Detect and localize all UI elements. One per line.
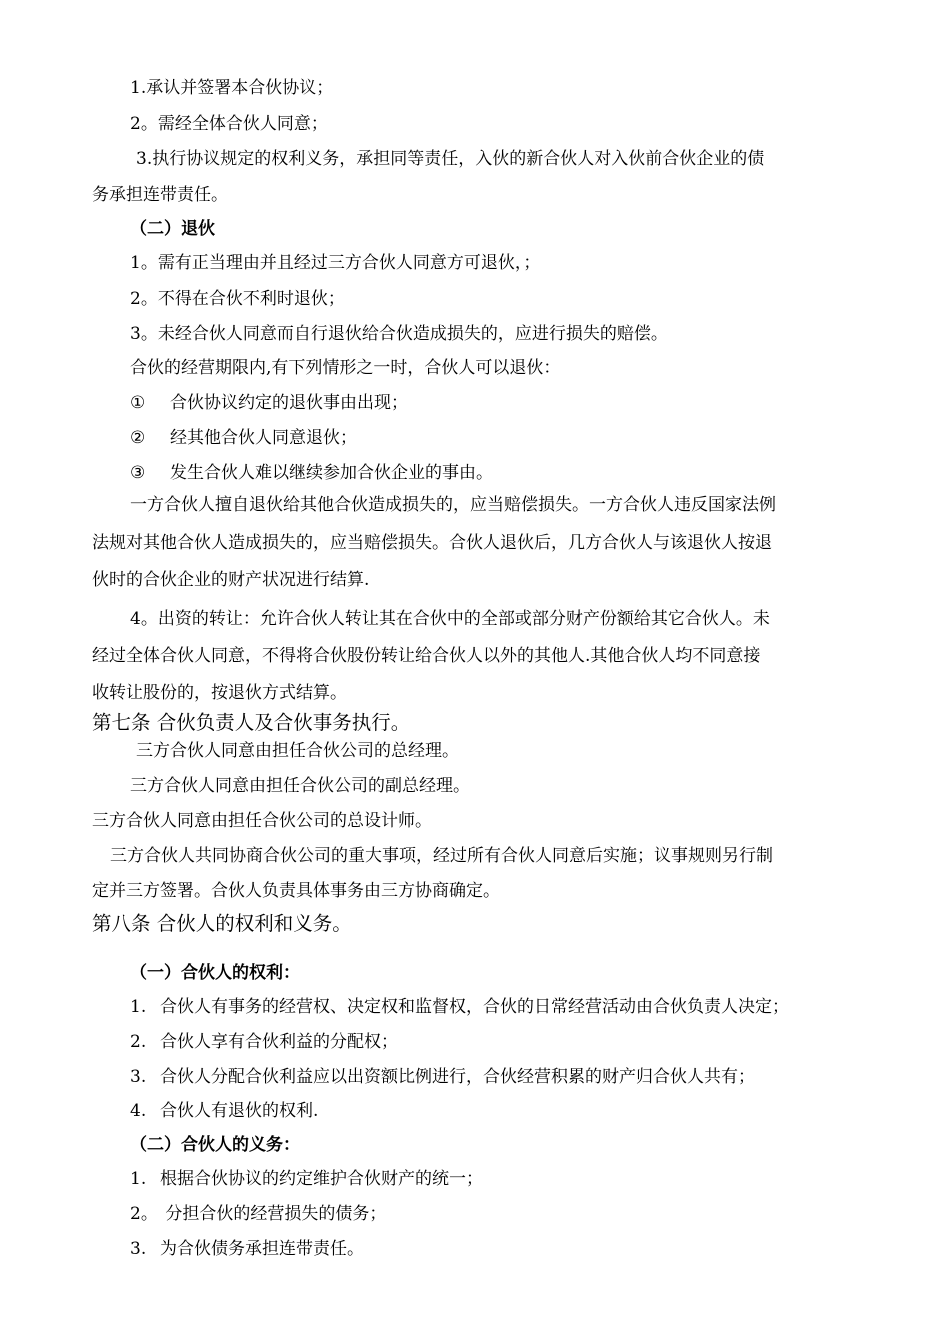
item-number: 3. <box>130 1239 147 1259</box>
item-text: 为合伙债务承担连带责任。 <box>160 1239 364 1259</box>
withdraw-item-2: 2。不得在合伙不利时退伙； <box>130 289 345 309</box>
duties-item-2 <box>130 1203 386 1225</box>
compensation-line-3: 伙时的合伙企业的财产状况进行结算. <box>92 570 370 590</box>
condition-text: 合伙协议约定的退伙事由出现； <box>170 393 408 413</box>
item-number: 2。 <box>130 1204 158 1224</box>
withdraw-conditions-intro: 合伙的经营期限内,有下列情形之一时，合伙人可以退伙： <box>130 358 561 378</box>
condition-text: 发生合伙人难以继续参加合伙企业的事由。 <box>170 463 493 483</box>
item-number: 2. <box>130 1032 147 1052</box>
item-text: 合伙人有退伙的权利. <box>160 1101 319 1121</box>
join-item-3-line1: 3.执行协议规定的权利义务，承担同等责任，入伙的新合伙人对入伙前合伙企业的债 <box>136 149 765 169</box>
withdraw-heading: （二）退伙 <box>130 219 215 239</box>
withdraw-item-1: 1。需有正当理由并且经过三方合伙人同意方可退伙，； <box>130 253 541 273</box>
article-7-line-1: 三方合伙人同意由担任合伙公司的总经理。 <box>136 741 459 761</box>
article-7-line-3: 三方合伙人同意由担任合伙公司的总设计师。 <box>92 811 432 831</box>
item-text: 合伙人有事务的经营权、决定权和监督权，合伙的日常经营活动由合伙负责人决定； <box>160 997 789 1017</box>
article-7-para-line-2: 定并三方签署。合伙人负责具体事务由三方协商确定。 <box>92 881 500 901</box>
article-7-line-2: 三方合伙人同意由担任合伙公司的副总经理。 <box>130 776 470 796</box>
rights-heading: （一）合伙人的权利： <box>130 963 300 983</box>
item-text: 分担合伙的经营损失的债务； <box>160 1204 387 1224</box>
withdraw-item-3: 3。未经合伙人同意而自行退伙给合伙造成损失的，应进行损失的赔偿。 <box>130 324 668 344</box>
join-item-3-line2: 务承担连带责任。 <box>92 185 228 205</box>
duties-item-1 <box>130 1168 483 1190</box>
condition-marker: ① <box>130 393 146 413</box>
condition-text: 经其他合伙人同意退伙； <box>170 428 357 448</box>
compensation-line-2: 法规对其他合伙人造成损失的，应当赔偿损失。合伙人退伙后，几方合伙人与该退伙人按退 <box>92 533 772 553</box>
withdraw-condition-3 <box>130 462 493 484</box>
transfer-line-1: 4。出资的转让：允许合伙人转让其在合伙中的全部或部分财产份额给其它合伙人。未 <box>130 609 770 629</box>
duties-heading: （二）合伙人的义务： <box>130 1135 300 1155</box>
join-item-1: 1.承认并签署本合伙协议； <box>130 78 334 98</box>
duties-item-3 <box>130 1238 364 1260</box>
transfer-line-3: 收转让股份的，按退伙方式结算。 <box>92 683 347 703</box>
transfer-line-2: 经过全体合伙人同意，不得将合伙股份转让给合伙人以外的其他人.其他合伙人均不同意接 <box>92 646 761 666</box>
rights-item-3 <box>130 1066 755 1088</box>
condition-marker: ③ <box>130 463 146 483</box>
item-number: 3. <box>130 1067 147 1087</box>
rights-item-4 <box>130 1100 318 1122</box>
rights-item-2 <box>130 1031 398 1053</box>
compensation-line-1: 一方合伙人擅自退伙给其他合伙造成损失的，应当赔偿损失。一方合伙人违反国家法例 <box>130 495 776 515</box>
item-text: 根据合伙协议的约定维护合伙财产的统一； <box>160 1169 483 1189</box>
item-text: 合伙人享有合伙利益的分配权； <box>160 1032 398 1052</box>
article-7-title: 第七条 合伙负责人及合伙事务执行。 <box>92 711 411 734</box>
article-7-para-line-1: 三方合伙人共同协商合伙公司的重大事项，经过所有合伙人同意后实施；议事规则另行制 <box>110 846 773 866</box>
article-8-title: 第八条 合伙人的权利和义务。 <box>92 912 352 935</box>
rights-item-1 <box>130 996 789 1018</box>
withdraw-condition-1 <box>130 392 408 414</box>
join-item-2: 2。需经全体合伙人同意； <box>130 114 328 134</box>
item-text: 合伙人分配合伙利益应以出资额比例进行，合伙经营积累的财产归合伙人共有； <box>160 1067 755 1087</box>
item-number: 1. <box>130 1169 147 1189</box>
item-number: 1. <box>130 997 147 1017</box>
withdraw-condition-2 <box>130 427 357 449</box>
condition-marker: ② <box>130 428 146 448</box>
item-number: 4. <box>130 1101 147 1121</box>
